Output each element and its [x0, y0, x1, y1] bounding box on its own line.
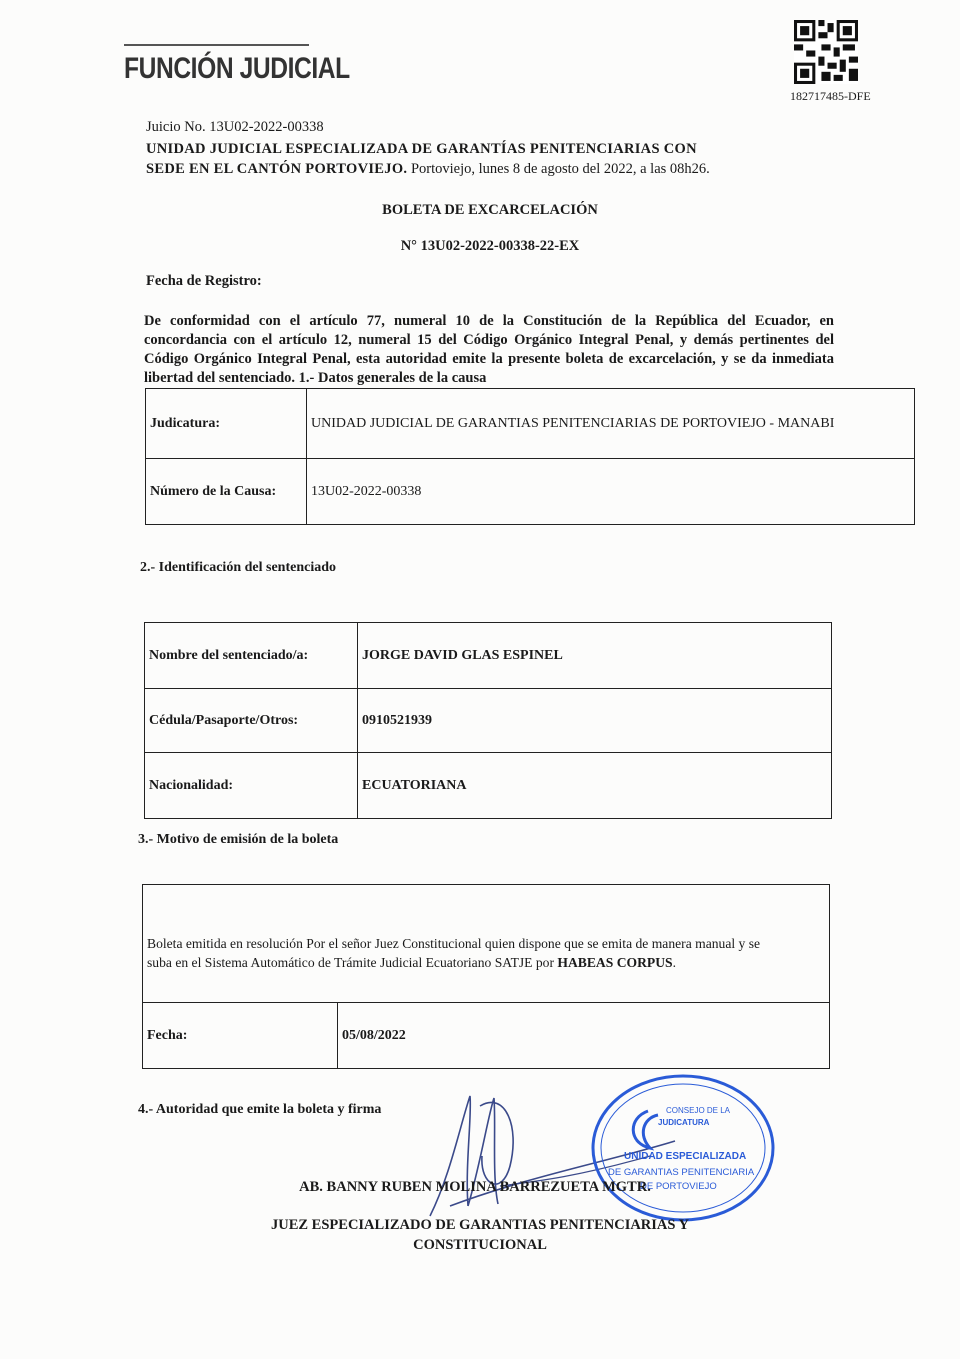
document-code: 182717485-DFE: [790, 89, 871, 103]
document-title: BOLETA DE EXCARCELACIÓN: [382, 202, 598, 218]
boleta-number: N° 13U02-2022-00338-22-EX: [400, 238, 580, 254]
numero-causa-label: Número de la Causa:: [146, 459, 307, 525]
table-row: [145, 623, 832, 689]
table-row: [143, 885, 830, 1003]
signer-role-line-2: CONSTITUCIONAL: [413, 1237, 547, 1253]
cedula-value: 0910521939: [358, 689, 832, 753]
table-row: [145, 753, 832, 819]
funcion-judicial-logo: FUNCIÓN JUDICIAL: [124, 52, 350, 85]
judicatura-value: UNIDAD JUDICIAL DE GARANTIAS PENITENCIARIAS DE PORTOVIEJO - MANABI: [307, 389, 915, 459]
signer-role-line-1: JUEZ ESPECIALIZADO DE GARANTIAS PENITENCIARIAS Y: [270, 1217, 690, 1233]
nombre-label: Nombre del sentenciado/a:: [145, 623, 358, 689]
section-4-title: 4.- Autoridad que emite la boleta y firma: [138, 1102, 382, 1117]
nacionalidad-value: ECUATORIANA: [358, 753, 832, 819]
stamp-line-5: DE PORTOVIEJO: [640, 1181, 717, 1192]
motivo-table: [142, 884, 830, 1069]
fecha-registro-label: Fecha de Registro:: [146, 273, 262, 289]
stamp-line-1: CONSEJO DE LA: [666, 1106, 731, 1115]
table-row: [143, 1003, 830, 1069]
motivo-line-2: [147, 953, 825, 972]
causa-table: [145, 388, 915, 525]
signer-name: AB. BANNY RUBEN MOLINA BARREZUETA MGTR.: [299, 1179, 651, 1195]
stamp-line-3: UNIDAD ESPECIALIZADA: [624, 1151, 747, 1162]
unidad-line-1: UNIDAD JUDICIAL ESPECIALIZADA DE GARANTÍAS PENITENCIARIAS CON: [146, 141, 697, 157]
motivo-line-2-end: .: [672, 954, 676, 970]
section-3-title: 3.- Motivo de emisión de la boleta: [138, 832, 339, 847]
body-line: concordancia con el artículo 12, numeral 15 del Código Orgánico Integral Penal, y demás pertinentes del: [144, 332, 834, 348]
motivo-line-2-text: suba en el Sistema Automático de Trámite Judicial Ecuatoriano SATJE por: [147, 954, 558, 970]
table-row: [146, 459, 915, 525]
motivo-cell: [143, 885, 830, 1003]
logo-rule: [124, 44, 309, 46]
motivo-line-1: Boleta emitida en resolución Por el señor Juez Constitucional quien dispone que se emita de manera manual y se: [147, 935, 761, 951]
fecha-value: 05/08/2022: [338, 1003, 830, 1069]
judicatura-label: Judicatura:: [146, 389, 307, 459]
nacionalidad-label: Nacionalidad:: [145, 753, 358, 819]
table-row: [146, 389, 915, 459]
official-stamp: [588, 1073, 778, 1223]
cedula-label: Cédula/Pasaporte/Otros:: [145, 689, 358, 753]
table-row: [145, 689, 832, 753]
numero-causa-value: 13U02-2022-00338: [307, 459, 915, 525]
fecha-label: Fecha:: [143, 1003, 338, 1069]
nombre-value: JORGE DAVID GLAS ESPINEL: [358, 623, 832, 689]
section-2-title: 2.- Identificación del sentenciado: [140, 560, 336, 575]
habeas-corpus-text: HABEAS CORPUS: [557, 954, 673, 970]
body-line: libertad del sentenciado. 1.- Datos generales de la causa: [144, 370, 487, 386]
body-paragraph: [144, 312, 834, 388]
unidad-line-2-wrapper: [146, 160, 710, 179]
juicio-number: Juicio No. 13U02-2022-00338: [146, 119, 324, 135]
unidad-line-2: SEDE EN EL CANTÓN PORTOVIEJO.: [146, 161, 408, 177]
body-line: Código Orgánico Integral Penal, esta autoridad emite la presente boleta de excarcelación, y se da inmediata: [144, 351, 834, 367]
stamp-line-4: DE GARANTIAS PENITENCIARIA: [608, 1167, 755, 1178]
sentenciado-table: [144, 622, 832, 819]
stamp-line-2: JUDICATURA: [658, 1118, 710, 1127]
body-line: De conformidad con el artículo 77, numeral 10 de la Constitución de la República del Ecuador, en: [144, 313, 834, 329]
fecha-lugar: Portoviejo, lunes 8 de agosto del 2022, a las 08h26.: [410, 161, 710, 177]
qr-code-icon: [794, 20, 858, 84]
